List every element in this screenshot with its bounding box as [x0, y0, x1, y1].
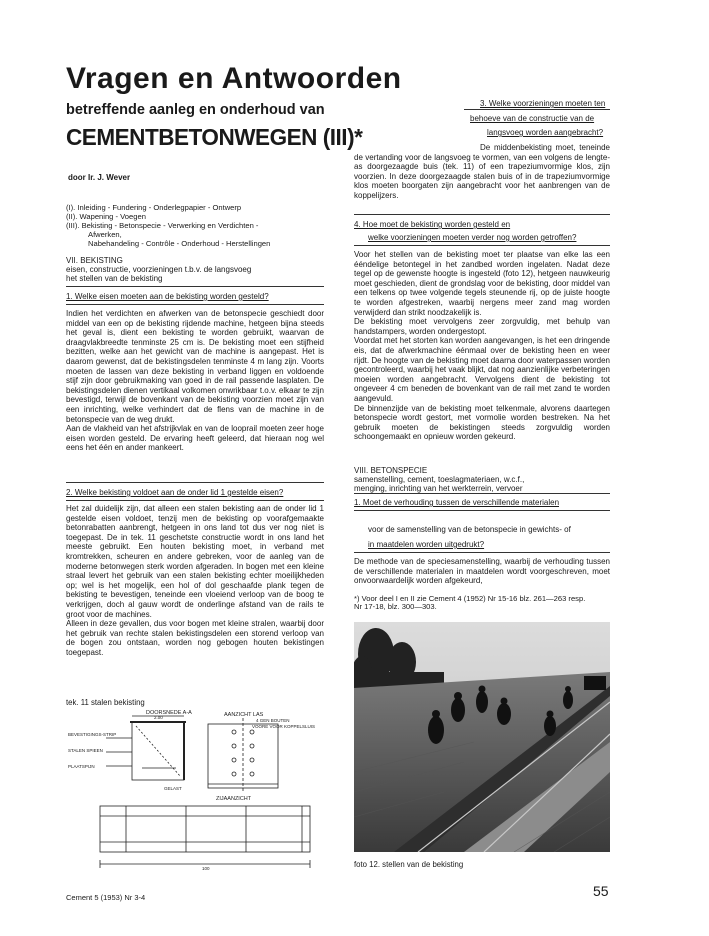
paragraph: Het zal duidelijk zijn, dat alleen een stalen bekisting aan de onder lid 1 gestelde eisen voldoet, tenzij men de bekisting op voorafgemaakte betonrabatten aanbrengt, hetgeen in ons land tot dus ver nog niet is toegepast. De in tek. 11 geschetste constructie wordt in ons land het meeste gebruikt. Een houten bekisting moet, in verband met kromtrekken, scheuren en andere gebreken, voor de aanleg van de moderne betonwegen sterk worden afgeraden. In bogen met een kleine straal levert het gebruik van een stalen bekisting echter moeilijkheden op; wel is het mogelijk, een hol of dol geschaafde plank tegen de bekisting te bevestigen, teneinde een vloeiend verloop van de boog te verkrijgen, doch al gauw wordt de onderlinge afstand van de rails te groot voor de machines. — [66, 504, 324, 619]
paragraph: Voordat met het storten kan worden aangevangen, is het een dringende eis, dat de afwerkmachine éénmaal over de bekisting heen en weer rijdt. De hoogte van de bekisting moet daarna door waterpassen worden gecontroleerd, waarbij het vaak blijkt, dat nog aanzienlijke verbeteringen moeien worden aangebracht. Vervolgens dient de bekisting tot ongeveer 4 cm beneden de bovenkant van de rail met zand te worden aangevuld. — [354, 336, 610, 403]
question-4-cont: welke voorzieningen moeten verder nog worden getroffen? — [368, 233, 577, 242]
toc-item: (II). Wapening - Voegen — [66, 212, 146, 221]
section-viii-heading — [354, 466, 610, 493]
author: door Ir. J. Wever — [68, 173, 131, 182]
divider — [354, 214, 610, 215]
section-subtitle: eisen, constructie, voorzieningen t.b.v. de langsvoeg — [66, 265, 252, 274]
footnote — [354, 595, 614, 612]
answer-1 — [66, 309, 324, 453]
answer-5 — [354, 557, 610, 586]
toc-item: (I). Inleiding - Fundering - Onderlegpapier - Ontwerp — [66, 203, 242, 212]
footnote-line: Nr 17-18, blz. 300—303. — [354, 602, 437, 612]
section-subtitle: menging, inrichting van het werkterrein, vervoer — [354, 484, 523, 493]
drawing-label: VOORE VOOR KOPPELSLUIS — [252, 724, 316, 729]
question-3-cont: langsvoeg worden aangebracht? — [487, 128, 604, 137]
paragraph: Voor het stellen van de bekisting moet ter plaatse van elke las een ééndelige betontegel in het zandbed worden ingelaten. Nadat deze tegel op de gewenste hoogte is ingesteld (foto 12), hetgeen nauwkeurig moet geschieden, dient de grondslag voor de bekisting, door middel van een telkens op twee volgende tegels steunende rij, op de juiste hoogte te worden afgestreken, waarbij nergens meer zand mag worden verwijderd dan strikt noodzakelijk is. — [354, 250, 610, 317]
paragraph: De binnenzijde van de bekisting moet telkenmale, alvorens daartegen betonspecie wordt gestort, met vormolie worden bestreken. Na het gebruik moeten de bekistingen steeds zorgvuldig worden schoongemaakt en opnieuw worden gekeurd. — [354, 403, 610, 442]
drawing-label: AANZICHT LAS — [224, 712, 264, 718]
section-title: VIII. BETONSPECIE — [354, 466, 428, 475]
question-5: 1. Moet de verhouding tussen de verschillende materialen — [354, 498, 560, 507]
divider — [354, 245, 610, 246]
journal-reference: Cement 5 (1953) Nr 3-4 — [66, 893, 146, 902]
series-title: CEMENTBETONWEGEN (III)* — [66, 124, 363, 150]
answer-3 — [354, 143, 610, 201]
toc-item: (III). Bekisting - Betonspecie - Verwerking en Verdichten - — [66, 221, 259, 230]
answer-2 — [66, 504, 324, 658]
question-3-cont: behoeve van de constructie van de — [470, 114, 595, 123]
section-subtitle: het stellen van de bekisting — [66, 274, 163, 283]
divider — [66, 500, 324, 501]
side-view — [100, 806, 310, 852]
question-3: 3. Welke voorzieningen moeten ten — [480, 99, 606, 108]
section-vii-heading — [66, 256, 324, 283]
question-5-cont: voor de samenstelling van de betonspecie in gewichts- of — [368, 525, 571, 534]
paragraph: Aan de vlakheid van het afstrijkvlak en van de looprail moeten zeer hoge eisen worden gesteld. De ervaring heeft geleerd, dat hieraan nog wel eens het één en ander mankeert. — [66, 424, 324, 453]
question-2: 2. Welke bekisting voldoet aan de onder lid 1 gestelde eisen? — [66, 488, 284, 497]
photo-image — [354, 622, 610, 852]
table-of-contents — [66, 203, 316, 248]
article-title: Vragen en Antwoorden — [66, 62, 402, 95]
drawing-label: PLAATSPIJN — [68, 764, 95, 769]
section-subtitle: samenstelling, cement, toeslagmateriaen, w.c.f., — [354, 475, 525, 484]
figure-caption: tek. 11 stalen bekisting — [66, 698, 145, 707]
photo — [354, 622, 610, 852]
drawing-label: BEVESTIGINGS-STRIP — [68, 732, 117, 737]
technical-drawing — [66, 708, 324, 873]
divider — [354, 510, 610, 511]
question-5-cont: in maatdelen worden uitgedrukt? — [368, 540, 485, 549]
divider — [66, 482, 324, 483]
divider — [354, 552, 610, 553]
divider — [66, 286, 324, 287]
paragraph: De methode van de speciesamenstelling, waarbij de verhouding tussen de verschillende materialen in maatdelen wordt voorgeschreven, moet onvoorwaardelijk worden afgekeurd, — [354, 557, 610, 586]
drawing-label: 4 GEN BOUTEN — [256, 718, 290, 723]
photo-caption: foto 12. stellen van de bekisting — [354, 860, 464, 869]
drawing-label: STALEN SPIEEN — [68, 748, 103, 753]
drawing-label: DOORSNEDE A-A — [146, 710, 192, 716]
footnote-line: *) Voor deel I en II zie Cement 4 (1952) Nr 15-16 blz. 261—263 resp. — [354, 594, 586, 603]
paragraph: Alleen in deze gevallen, dus voor bogen met kleine stralen, waarbij door het gebruik van rechte stalen bekistingsdelen een storend verloop van de bogen zou ontstaan, worden nog gebogen houten bekistingen toegepast. — [66, 619, 324, 657]
question-4: 4. Hoe moet de bekisting worden gesteld en — [354, 220, 511, 229]
drawing-dimension: 2.00 — [154, 715, 163, 720]
answer-4 — [354, 250, 610, 442]
paragraph: De bekisting moet vervolgens zeer zorgvuldig, met behulp van handstampers, worden ondergestopt. — [354, 317, 610, 336]
article-subtitle: betreffende aanleg en onderhoud van — [66, 102, 325, 118]
page-number: 55 — [593, 883, 609, 899]
paragraph: De middenbekisting moet, teneinde de vertanding voor de langsvoeg te vormen, van een volgens de lengte-as doorgezaagde buis (tek. 11) of een trapeziumvormige klos, zijn voorzien. In deze doorgezaagde stalen buis of in de trapeziumvormige klos moeten boorgaten zijn aangebracht voor het aanbrengen van de koppelijzers. — [354, 143, 610, 200]
paragraph: Indien het verdichten en afwerken van de betonspecie geschiedt door middel van een op de bekisting rijdende machine, hetgeen bijna steeds het geval is, dient een bekisting te worden gebruikt, waarvan de draagvlakbreedte tenminste 25 cm is. De bekisting moet een stijfheid bezitten, welke aan het gewicht van de machine is aangepast. Het is daarom gewenst, dat de bekistingsdelen tenminste 4 m lang zijn. Voorts moeten de lassen van deze bekisting in verband liggen en voldoende stijf zijn door gebruikmaking van goed in de rail passende lasplaten. De bekistingsdelen dienen vertikaal volkomen onwrikbaar t.o.v. elkaar te zijn bevestigd, terwijl de bovenkant van de bekisting voorzien moet zijn van een inrichting, welke verhindert dat de flens van de machine in de betonspecie van de weg drukt. — [66, 309, 324, 424]
divider — [66, 304, 324, 305]
divider — [354, 493, 610, 494]
drawing-label: GELAST — [164, 786, 182, 791]
question-1: 1. Welke eisen moeten aan de bekisting worden gesteld? — [66, 292, 269, 301]
toc-item: Afwerken, — [88, 230, 122, 239]
divider — [464, 109, 610, 110]
drawing-label: ZIJAANZICHT — [216, 796, 252, 802]
section-title: VII. BEKISTING — [66, 256, 123, 265]
drawing-dimension: 100 — [202, 866, 210, 871]
toc-item: Nabehandeling - Contrôle - Onderhoud - Herstellingen — [88, 239, 271, 248]
